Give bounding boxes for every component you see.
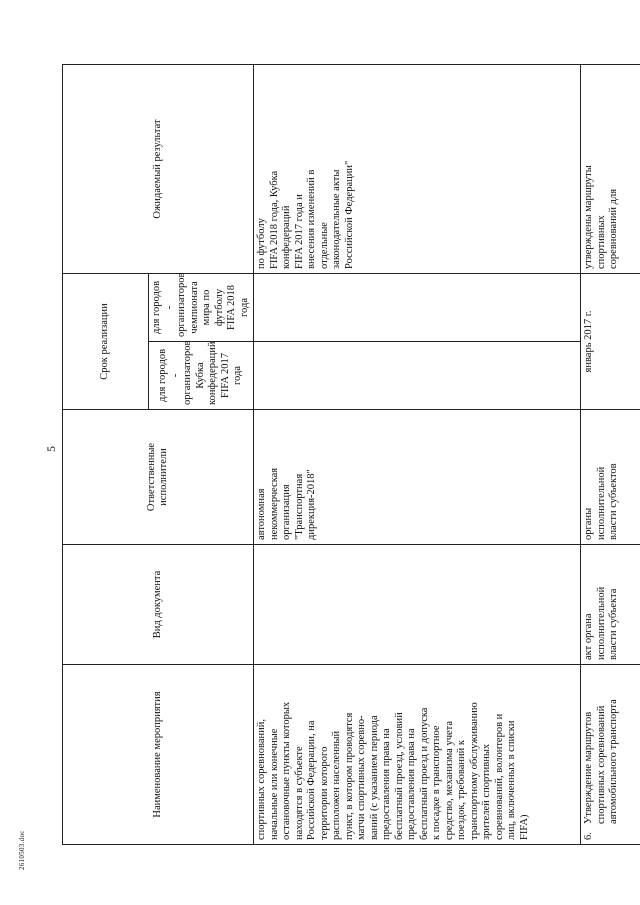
text-line: утверждены маршруты [583,165,594,269]
text-line: чемпионата [188,281,200,334]
text-line: исполнительной [595,586,607,660]
text-line: отдельные [318,222,330,269]
text-line: организация [281,484,292,540]
text-line: исполнительной [595,466,607,540]
cell-responsible [254,410,581,545]
header-period-cc [149,342,254,410]
text-line: "Транспортная [293,473,305,540]
text-line: организаторов [182,340,194,405]
text-line: организаторов [176,272,187,337]
text-line: FIFA 2018 года, Кубка [268,170,280,269]
text-line: расположен населенный [331,730,342,840]
text-line: для городов - [151,280,175,335]
text-line: лиц, включенных в списки [506,720,517,840]
text-line: Утверждение маршрутов [583,711,594,824]
text-line: средство, механизма учета [443,720,455,840]
header-result: Ожидаемый результат [63,64,254,273]
text-line: законодательные акты [331,169,342,269]
text-line: мира по [201,289,212,326]
page-number: 5 [44,446,58,452]
text-line: транспортному обслуживанию [468,702,480,840]
text-line: зрителей спортивных [481,743,492,840]
text-line: предоставления права на [406,728,417,840]
text-line: Российской Федерации, на [306,720,317,840]
text-line: конфедераций [207,341,219,405]
text-line: FIFA 2017 года [219,352,244,399]
text-line: органы [583,507,594,540]
text-line: футболу [213,288,225,327]
text-line: находятся в субъекте [293,746,305,840]
cell-name [254,665,581,845]
cell-result [254,64,581,273]
header-period-wc [149,273,254,341]
rotated-sheet [62,65,622,845]
text-line: спортивных [595,215,607,269]
text-line: спортивных соревнований [595,705,607,824]
table-row [254,64,581,844]
text-line: по футболу [256,218,267,269]
text-line: спортивных соревнований, [256,719,267,840]
cell-responsible [581,410,640,545]
text-line: бесплатный проезд и допуска [418,707,430,840]
text-line: акт органа [583,613,594,660]
text-line: пункт, в котором проводятся [343,712,355,840]
cell-name [581,665,640,845]
text-line: поездок, требований к [456,740,467,840]
header-period: Срок реализации [63,273,149,409]
header-doc-type: Вид документа [63,545,254,665]
cell-doc-type [254,545,581,665]
cell-period-wc [254,273,581,341]
text-line: FIFA) [518,814,530,840]
cell-result [581,64,640,273]
text-line: матчи спортивных соревно- [356,715,367,840]
table-row [581,64,640,844]
text-line: территории которого [318,746,330,840]
header-responsible: Ответственные исполнители [63,410,254,545]
header-name: Наименование мероприятия [63,665,254,845]
text-line: автономная [256,488,267,540]
text-line: соревнований, волонтеров и [493,713,505,840]
row-number: 6. [583,832,594,840]
text-line: автомобильного транспорта [608,699,619,824]
text-line: к посадке в транспортное [431,725,442,840]
text-line: некоммерческая [268,467,280,540]
text-line: FIFA 2017 года и [293,194,305,269]
cell-period-cc [254,342,581,410]
text-line: FIFA 2018 года [226,284,250,331]
text-line: остановочные пункты которых [281,701,292,840]
text-line: январь 2017 г. [583,310,594,373]
text-line: власти субъекта [608,588,619,660]
cell-doc-type [581,545,640,665]
text-line: конфедераций [281,205,292,269]
text-line: предоставления права на [381,728,392,840]
text-line: соревнований для [608,188,619,269]
cell-period [581,273,640,409]
text-line: для городов - [157,348,181,403]
text-line: ваний (с указанием периода [368,715,380,840]
text-line: власти субъектов [608,463,619,540]
text-line: Российской Федерации" [343,160,355,269]
text-line: Кубка [194,362,206,389]
file-id: 2610503.doc [18,830,26,870]
text-line: бесплатный проезд, условий [393,712,405,840]
plan-table [62,64,640,845]
text-line: дирекция-2018" [306,469,317,540]
text-line: начальные или конечные [268,728,280,840]
text-line: внесения изменений в [306,169,317,269]
